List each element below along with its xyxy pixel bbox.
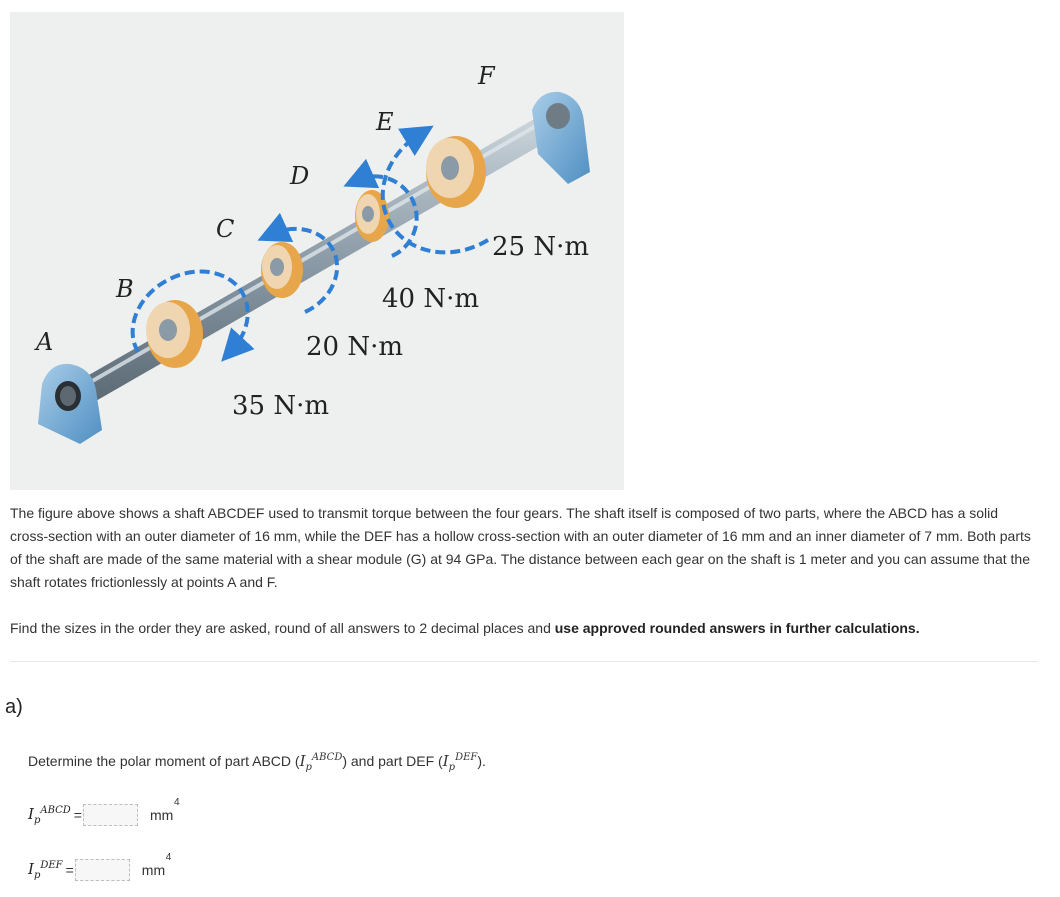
answer-input-abcd[interactable] bbox=[83, 804, 138, 826]
instructions-text: Find the sizes in the order they are asked, round of all answers to 2 decimal places and bbox=[10, 620, 555, 636]
torque-label-35: 35 N·m bbox=[232, 391, 330, 421]
torque-label-20: 20 N·m bbox=[306, 332, 404, 362]
label-e: E bbox=[376, 108, 394, 136]
unit-label-def: mm 4 bbox=[141, 852, 172, 878]
torque-label-40: 40 N·m bbox=[382, 284, 480, 314]
answer-label-abcd: $I_p^{ABCD}$ bbox=[28, 804, 71, 826]
question-middle: ) and part DEF ( bbox=[342, 753, 443, 769]
label-a: A bbox=[36, 328, 54, 356]
equals-sign: = bbox=[65, 862, 74, 878]
problem-paragraph: The figure above shows a shaft ABCDEF used to transmit torque between the four gears. The shaft itself is composed of two parts, where the ABCD has a solid cross-section with an outer diameter of 16 mm, while the DEF has a hollow cross-section with an outer diameter of 16 mm and an inner diameter of 7 mm. Both parts of the shaft are made of the same material with a shear module (G) at 94 GPa. The distance between each gear on the shaft is 1 meter and you can assume that the shaft rotates frictionlessly at points A and F. bbox=[10, 505, 1031, 590]
gear-c bbox=[261, 242, 303, 298]
instructions-bold: use approved rounded answers in further calculations. bbox=[554, 620, 920, 636]
section-divider bbox=[10, 661, 1038, 662]
answer-row-abcd bbox=[28, 797, 180, 830]
label-c: C bbox=[216, 215, 235, 243]
label-d: D bbox=[290, 162, 310, 190]
shaft-diagram bbox=[10, 12, 624, 490]
problem-description bbox=[10, 502, 1040, 594]
bearing-f bbox=[532, 92, 590, 184]
answer-label-def: $I_p^{DEF}$ bbox=[28, 859, 63, 881]
question-prefix: Determine the polar moment of part ABCD ( bbox=[28, 753, 300, 769]
torque-label-25: 25 N·m bbox=[492, 232, 590, 262]
shaft-figure bbox=[10, 12, 624, 490]
part-a-question bbox=[28, 752, 486, 773]
answer-input-def[interactable] bbox=[75, 859, 130, 881]
symbol-ip-def: $I_p^{DEF}$ bbox=[442, 752, 478, 773]
gear-f bbox=[426, 136, 486, 208]
label-b: B bbox=[116, 275, 134, 303]
part-a-label: a) bbox=[5, 696, 23, 718]
instructions bbox=[10, 617, 1040, 639]
unit-label-abcd: mm 4 bbox=[149, 797, 180, 823]
question-suffix: ). bbox=[477, 753, 486, 769]
label-f: F bbox=[478, 62, 495, 90]
answer-row-def bbox=[28, 852, 172, 885]
symbol-ip-abcd: $I_p^{ABCD}$ bbox=[299, 752, 343, 773]
equals-sign: = bbox=[73, 807, 82, 823]
